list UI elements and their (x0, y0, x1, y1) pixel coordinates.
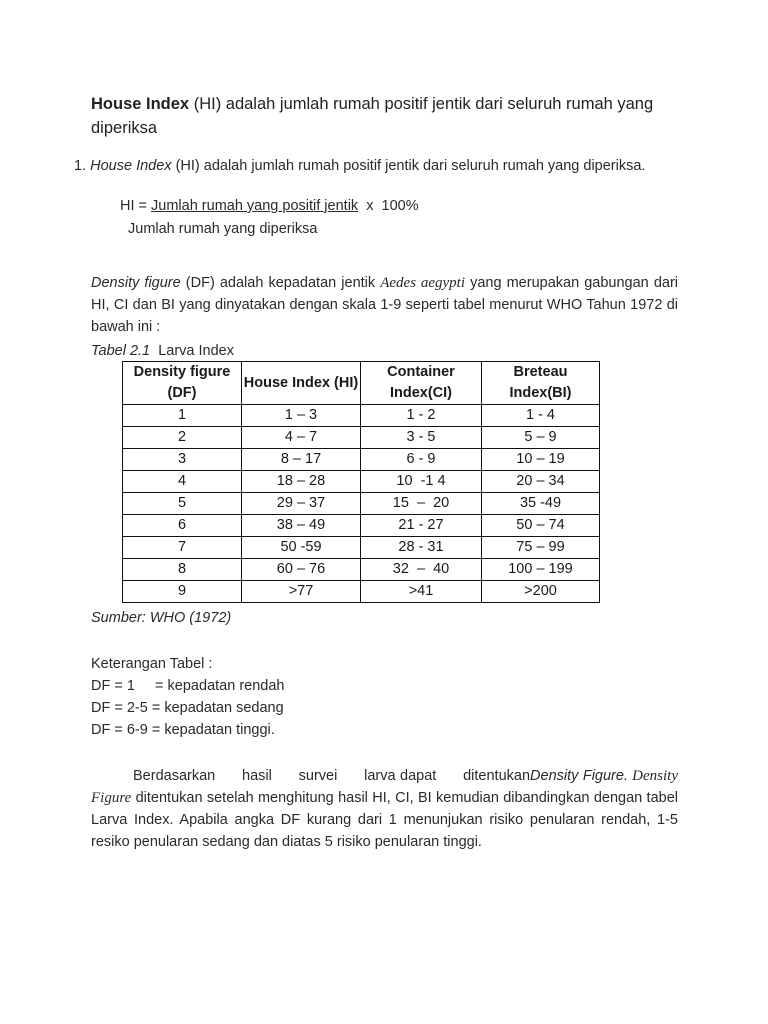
formula-times: x 100% (358, 198, 419, 214)
table-cell: 50 – 74 (482, 515, 600, 537)
header-hi: House Index (HI) (242, 362, 361, 405)
heading-bold: House Index (91, 95, 190, 113)
table-cell: 1 – 3 (242, 405, 361, 427)
table-cell: 32 – 40 (361, 559, 482, 581)
table-header-row (123, 362, 600, 405)
formula-numerator: Jumlah rumah yang positif jentik (151, 198, 359, 214)
table-cell: 15 – 20 (361, 493, 482, 515)
list-number: 1. (74, 158, 87, 174)
table-cell: 4 (123, 471, 242, 493)
formula-line (120, 195, 419, 217)
caption-rest: Larva Index (150, 343, 234, 359)
table-row (123, 493, 600, 515)
heading-rest: (HI) adalah jumlah rumah positif jentik dari seluruh rumah yang diperiksa (91, 95, 654, 137)
table-cell: 21 - 27 (361, 515, 482, 537)
legend-line: DF = 6-9 = kepadatan tinggi. (91, 722, 275, 738)
species-name: Aedes aegypti (380, 275, 465, 291)
density-paragraph (91, 272, 678, 338)
formula-denominator: Jumlah rumah yang diperiksa (128, 221, 318, 237)
table-row (123, 449, 600, 471)
header-df: Density figure (DF) (123, 362, 242, 405)
table-cell: 1 - 4 (482, 405, 600, 427)
table-cell: 29 – 37 (242, 493, 361, 515)
table-cell: 100 – 199 (482, 559, 600, 581)
table-row (123, 471, 600, 493)
table-source: Sumber: WHO (1972) (91, 610, 232, 626)
table-row (123, 405, 600, 427)
density-part1: (DF) adalah kepadatan jentik (180, 275, 381, 291)
table-cell: 75 – 99 (482, 537, 600, 559)
legend-line: DF = 1 = kepadatan rendah (91, 678, 285, 694)
table-cell: 6 (123, 515, 242, 537)
table-cell: 4 – 7 (242, 427, 361, 449)
table-cell: 1 - 2 (361, 405, 482, 427)
table-row (123, 581, 600, 603)
table-cell: 35 -49 (482, 493, 600, 515)
list-item-1 (74, 155, 714, 177)
caption-italic: Tabel 2.1 (91, 343, 151, 359)
density-italic: Density figure (91, 275, 181, 291)
table-cell: 5 (123, 493, 242, 515)
table-cell: 8 (123, 559, 242, 581)
table-row (123, 559, 600, 581)
item1-italic: House Index (90, 158, 172, 174)
table-cell: 8 – 17 (242, 449, 361, 471)
larva-index-table (122, 361, 600, 603)
header-ci: Container Index(CI) (361, 362, 482, 405)
density-part2: yang merupakan gabungan dari HI, CI dan BI yang dinyatakan dengan skala 1-9 seperti tabel menurut WHO Tahun 1972 di bawah ini : (91, 275, 679, 335)
table-cell: 6 - 9 (361, 449, 482, 471)
table-cell: 5 – 9 (482, 427, 600, 449)
table-row (123, 537, 600, 559)
conclusion-paragraph (91, 765, 678, 853)
conclusion-part1: Berdasarkan hasil survei larva dapat ditentukan (133, 768, 531, 784)
conclusion-part2: ditentukan setelah menghitung hasil HI, CI, BI kemudian dibandingkan dengan tabel Larva Index. Apabila angka DF kurang dari 1 menunjukan risiko penularan rendah, 1-5 resiko penularan sedang dan diatas 5 risiko penularan tinggi. (91, 790, 678, 850)
item1-rest: (HI) adalah jumlah rumah positif jentik dari seluruh rumah yang diperiksa. (171, 158, 646, 174)
table-row (123, 427, 600, 449)
table-row (123, 515, 600, 537)
legend-title: Keterangan Tabel : (91, 656, 213, 672)
table-cell: >77 (242, 581, 361, 603)
table-caption (91, 340, 234, 362)
table-cell: 3 - 5 (361, 427, 482, 449)
header-bi: Breteau Index(BI) (482, 362, 600, 405)
heading (91, 92, 691, 140)
legend-line: DF = 2-5 = kepadatan sedang (91, 700, 284, 716)
table-cell: 60 – 76 (242, 559, 361, 581)
table-cell: 7 (123, 537, 242, 559)
conclusion-serif: Density Figure (91, 768, 678, 806)
table-cell: 18 – 28 (242, 471, 361, 493)
table-cell: 2 (123, 427, 242, 449)
table-cell: 50 -59 (242, 537, 361, 559)
formula-lhs: HI = (120, 198, 152, 214)
table-cell: 38 – 49 (242, 515, 361, 537)
table-cell: 3 (123, 449, 242, 471)
table-cell: 20 – 34 (482, 471, 600, 493)
table-cell: 10 – 19 (482, 449, 600, 471)
table-cell: 1 (123, 405, 242, 427)
table-cell: 9 (123, 581, 242, 603)
table-cell: 28 - 31 (361, 537, 482, 559)
table-cell: >41 (361, 581, 482, 603)
conclusion-italic: Density Figure. (530, 768, 628, 784)
table-cell: >200 (482, 581, 600, 603)
table-cell: 10 -1 4 (361, 471, 482, 493)
